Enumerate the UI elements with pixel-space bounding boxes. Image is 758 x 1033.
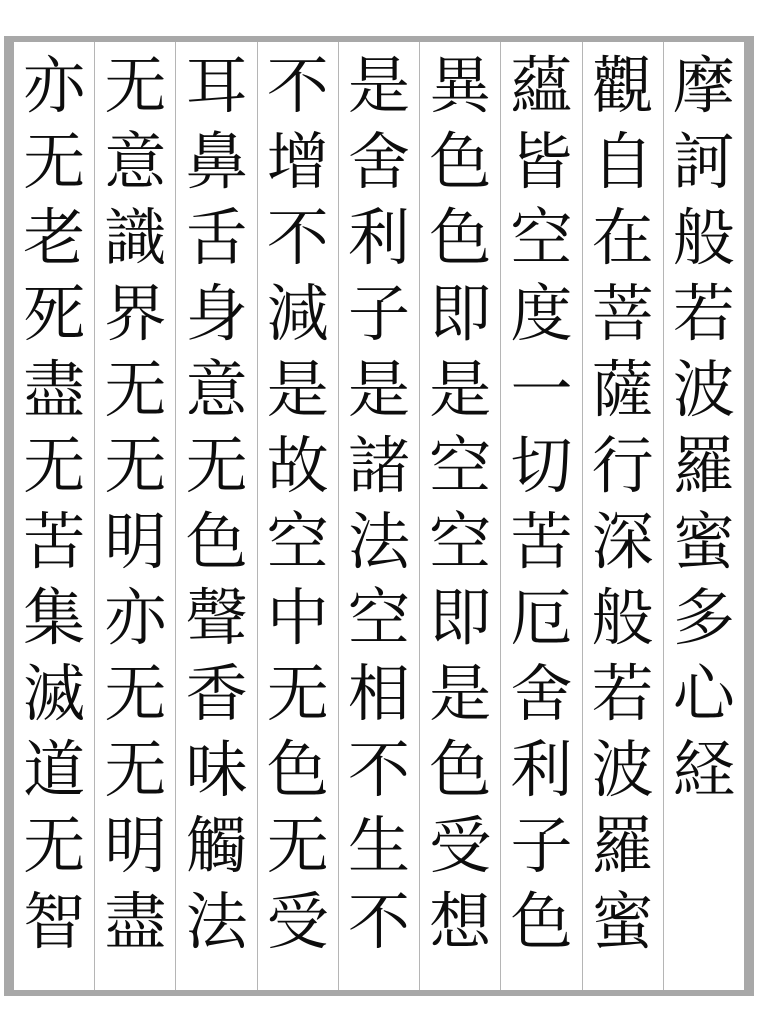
glyph: 意 [104,125,167,198]
glyph: 子 [348,277,411,350]
glyph: 法 [185,885,248,958]
glyph: 心 [672,657,735,730]
glyph: 身 [185,277,248,350]
glyph: 利 [348,201,411,274]
sutra-column-2 [582,42,663,990]
glyph: 色 [510,885,573,958]
glyph: 蘊 [510,49,573,122]
glyph: 自 [591,125,654,198]
glyph: 蜜 [672,505,735,578]
glyph: 无 [23,125,86,198]
sutra-column-7 [175,42,256,990]
glyph: 般 [672,201,735,274]
glyph: 香 [185,657,248,730]
glyph: 无 [104,429,167,502]
glyph: 空 [429,429,492,502]
glyph: 羅 [591,809,654,882]
glyph: 无 [104,657,167,730]
sutra-column-6 [257,42,338,990]
glyph: 舌 [185,201,248,274]
glyph: 色 [429,733,492,806]
glyph: 舍 [510,657,573,730]
glyph: 智 [23,885,86,958]
glyph: 是 [429,353,492,426]
glyph: 明 [104,505,167,578]
glyph: 厄 [510,581,573,654]
glyph: 減 [266,277,329,350]
glyph: 无 [266,657,329,730]
glyph: 色 [266,733,329,806]
glyph: 觸 [185,809,248,882]
glyph: 菩 [591,277,654,350]
glyph: 无 [23,429,86,502]
glyph: 多 [672,581,735,654]
glyph: 色 [429,201,492,274]
glyph: 死 [23,277,86,350]
glyph: 利 [510,733,573,806]
glyph: 无 [104,733,167,806]
glyph: 識 [104,201,167,274]
glyph: 不 [348,733,411,806]
page-frame [4,36,754,996]
glyph: 是 [429,657,492,730]
sutra-column-9 [14,42,94,990]
glyph: 波 [672,353,735,426]
glyph: 受 [266,885,329,958]
glyph: 相 [348,657,411,730]
glyph: 色 [185,505,248,578]
glyph: 度 [510,277,573,350]
glyph: 薩 [591,353,654,426]
glyph: 苦 [510,505,573,578]
glyph: 道 [23,733,86,806]
glyph: 不 [348,885,411,958]
glyph: 切 [510,429,573,502]
sutra-column-3 [500,42,581,990]
glyph: 是 [348,353,411,426]
sutra-column-4 [419,42,500,990]
glyph: 耳 [185,49,248,122]
glyph: 是 [266,353,329,426]
glyph: 生 [348,809,411,882]
glyph: 即 [429,581,492,654]
glyph: 意 [185,353,248,426]
glyph: 訶 [672,125,735,198]
glyph: 老 [23,201,86,274]
glyph: 鼻 [185,125,248,198]
page-margin-right [754,0,758,1033]
glyph: 空 [429,505,492,578]
glyph: 即 [429,277,492,350]
glyph: 羅 [672,429,735,502]
glyph: 異 [429,49,492,122]
glyph: 无 [104,353,167,426]
glyph: 中 [266,581,329,654]
sutra-column-8 [94,42,175,990]
glyph: 无 [185,429,248,502]
glyph: 摩 [672,49,735,122]
glyph: 无 [23,809,86,882]
sutra-column-grid [14,42,744,990]
glyph: 若 [591,657,654,730]
glyph: 故 [266,429,329,502]
glyph: 集 [23,581,86,654]
glyph: 亦 [23,49,86,122]
glyph: 色 [429,125,492,198]
page-margin-bottom [0,996,758,1033]
glyph: 聲 [185,581,248,654]
glyph: 皆 [510,125,573,198]
sutra-column-5 [338,42,419,990]
glyph: 明 [104,809,167,882]
glyph: 蜜 [591,885,654,958]
glyph: 空 [348,581,411,654]
glyph: 觀 [591,49,654,122]
glyph: 无 [104,49,167,122]
sutra-column-1 [663,42,744,990]
glyph: 不 [266,201,329,274]
glyph: 味 [185,733,248,806]
glyph: 界 [104,277,167,350]
glyph: 滅 [23,657,86,730]
glyph: 空 [266,505,329,578]
glyph: 経 [672,733,735,806]
glyph: 盡 [23,353,86,426]
glyph: 无 [266,809,329,882]
glyph: 子 [510,809,573,882]
glyph: 是 [348,49,411,122]
glyph: 受 [429,809,492,882]
glyph: 增 [266,125,329,198]
glyph: 行 [591,429,654,502]
glyph: 不 [266,49,329,122]
glyph: 諸 [348,429,411,502]
glyph: 法 [348,505,411,578]
glyph: 苦 [23,505,86,578]
glyph: 若 [672,277,735,350]
glyph: 想 [429,885,492,958]
glyph: 盡 [104,885,167,958]
glyph: 深 [591,505,654,578]
glyph: 一 [510,353,573,426]
page-margin-left [0,0,4,1033]
glyph: 空 [510,201,573,274]
glyph: 舍 [348,125,411,198]
page-margin-top [0,0,758,36]
glyph: 般 [591,581,654,654]
glyph: 在 [591,201,654,274]
glyph: 波 [591,733,654,806]
glyph: 亦 [104,581,167,654]
